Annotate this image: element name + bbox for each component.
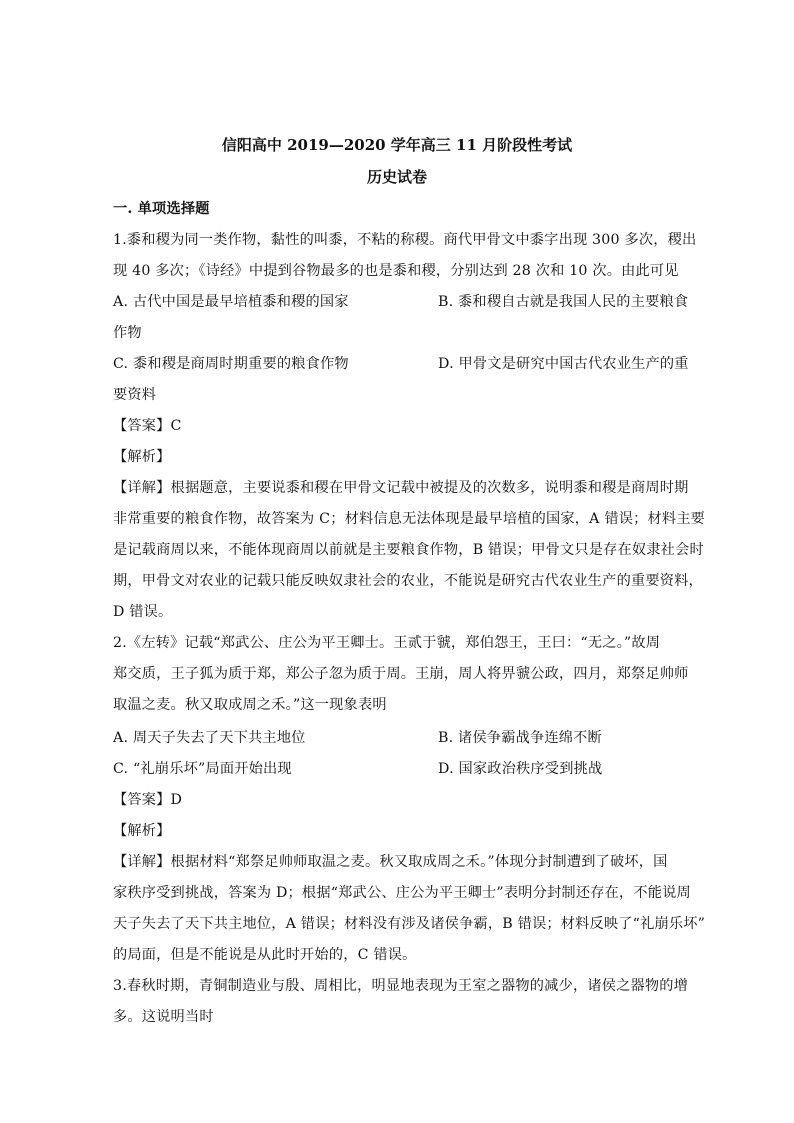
q2-option-b: B. 诸侯争霸战争连绵不断 xyxy=(438,730,602,746)
q2-stem-line2: 郑交质，王子狐为质于郑，郑公子忽为质于周。王崩，周人将畀虢公政，四月，郑祭足帅师 xyxy=(113,666,689,682)
exam-subtitle: 历史试卷 xyxy=(366,168,427,186)
q2-option-a: A. 周天子失去了天下共主地位 xyxy=(113,730,306,746)
q2-detail-line4: 的局面，但是不能说是从此时开始的，C 错误。 xyxy=(113,947,417,963)
q1-detail-line3: 是记载商周以来，不能体现商周以前就是主要粮食作物，B 错误；甲骨文只是存在奴隶社会时 xyxy=(113,542,704,558)
q2-option-d: D. 国家政治秩序受到挑战 xyxy=(438,761,603,777)
q1-option-c: C. 黍和稷是商周时期重要的粮食作物 xyxy=(113,356,349,372)
q2-detail-line2: 家秩序受到挑战，答案为 D；根据“郑武公、庄公为平王卿士”表明分封制还存在，不能说周 xyxy=(113,885,691,901)
q2-stem-line3: 取温之麦。秋又取成周之禾。”这一现象表明 xyxy=(113,697,387,713)
q1-option-d-cont: 要资料 xyxy=(113,387,157,403)
q2-stem-line1: 2.《左转》记载“郑武公、庄公为平王卿士。王贰于虢，郑伯怨王，王曰：“无之。”故周 xyxy=(113,635,661,651)
q1-analysis-label: 【解析】 xyxy=(113,449,171,465)
q1-stem-line1: 1.黍和稷为同一类作物，黏性的叫黍，不粘的称稷。商代甲骨文中黍字出现 300 多次，稷出 xyxy=(113,232,697,248)
q1-detail-line4: 期，甲骨文对农业的记载只能反映奴隶社会的农业，不能说是研究古代农业生产的重要资料， xyxy=(113,573,703,589)
q1-detail-line5: D 错误。 xyxy=(113,604,173,620)
section-heading: 一. 单项选择题 xyxy=(113,201,210,217)
q1-stem-line2: 现 40 多次；《诗经》中提到谷物最多的也是黍和稷，分别达到 28 次和 10 次。由此可见 xyxy=(113,263,679,279)
q1-option-b: B. 黍和稷自古就是我国人民的主要粮食 xyxy=(438,294,689,310)
q1-option-a: A. 古代中国是最早培植黍和稷的国家 xyxy=(113,294,349,310)
q1-option-b-cont: 作物 xyxy=(113,325,142,341)
q1-detail-line2: 非常重要的粮食作物，故答案为 C；材料信息无法体现是最早培植的国家，A 错误；材料主要 xyxy=(113,511,706,527)
q2-detail-line3: 天子失去了天下共主地位，A 错误；材料没有涉及诸侯争霸，B 错误；材料反映了“礼崩乐坏” xyxy=(113,916,706,932)
q1-detail-line1: 【详解】根据题意，主要说黍和稷在甲骨文记载中被提及的次数多，说明黍和稷是商周时期 xyxy=(113,480,689,496)
q2-detail-line1: 【详解】根据材料“郑祭足帅师取温之麦。秋又取成周之禾。”体现分封制遭到了破坏，国 xyxy=(113,854,668,870)
q2-analysis-label: 【解析】 xyxy=(113,823,171,839)
q2-answer: 【答案】D xyxy=(113,792,183,808)
q2-option-c: C. “礼崩乐坏”局面开始出现 xyxy=(113,761,292,777)
q3-stem-line1: 3.春秋时期，青铜制造业与殷、周相比，明显地表现为王室之器物的减少，诸侯之器物的增 xyxy=(113,978,689,994)
q1-option-d: D. 甲骨文是研究中国古代农业生产的重 xyxy=(438,356,689,372)
q3-stem-line2: 多。这说明当时 xyxy=(113,1009,214,1025)
exam-title: 信阳高中 2019—2020 学年高三 11 月阶段性考试 xyxy=(221,136,573,154)
q1-answer: 【答案】C xyxy=(113,418,182,434)
